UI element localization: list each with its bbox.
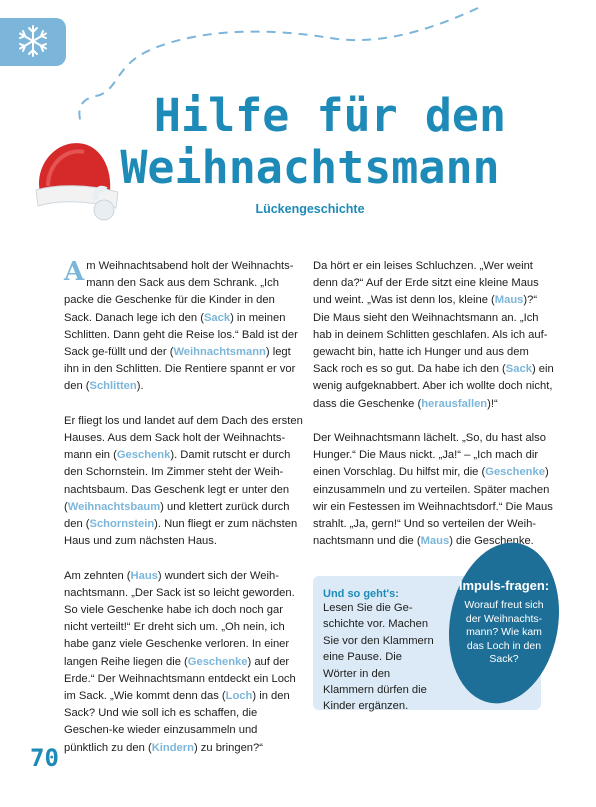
story-text: ) zu bringen?“ [193,741,263,754]
page-title-line2: Weihnachtsmann [120,141,500,194]
header-tab [0,18,66,66]
gap-word: Maus [420,535,450,548]
story-text: Da hört er ein leises Schluchzen. „Wer weint denn da?“ Auf der Erde sitzt eine kleine Maus und weint. „Was ist denn los, kleine ( [313,260,539,307]
story-text: ) einzusammeln und zu verteilen. Später machen wir ein Festessen im Weihnachtsdorf.“ Die Maus strahlt. „Ja, gern!“ Und so verteilen der Weih-nachtsmann und die ( [313,466,553,548]
story-text: ). Nun fliegt er zum nächsten Haus und zum nächsten Haus. [64,518,298,548]
story-text: ). [136,380,144,393]
story-text: ) die Geschenke. [449,535,534,548]
story-text: ) und klettert zurück durch den ( [64,500,290,531]
story-text: Der Weihnachtsmann lächelt. „So, du hast also Hunger.“ Die Maus nickt. „Ja!“ – „Ich mach dir einen Vorschlag. Du hilfst mir, die ( [313,432,546,479]
gap-word: Weihnachtsmann [173,346,266,359]
story-column-left [64,258,304,774]
gap-word: Geschenk [116,449,171,462]
story-column-right [313,258,556,568]
dropcap-letter: A [64,257,85,287]
story-text: ) wundert sich der Weih-nachtsmann. „Der Sack ist so leicht geworden. So viele Geschenke habe ich doch noch gar nicht verteilt!“ Er dreht sich um. „Oh nein, ich habe ganz viele Geschenke verloren. In einer langen Reihe liegen die ( [64,569,295,668]
gap-word: Sack [203,311,231,324]
impulse-title: Impuls-fragen: [458,578,550,594]
story-text: ) auf der Erde.“ Der Weihnachtsmann entdeckt ein Loch im Sack. „Wie kommt denn das ( [64,655,296,703]
story-text: ). Damit rutscht er durch den Schornstein. Im Zimmer steht der Weih-nachtsbaum. Das Geschenk legt er unter den ( [64,449,291,513]
story-text: m Weihnachtsabend holt der Weihnachts-mann den Sack aus dem Schrank. „Ich packe die Geschenke für die Kinder in den Sack. Danach lege ich den ( [64,260,294,324]
story-text: ) legt ihn in den Schlitten. Die Rentiere spannt er vor den ( [64,346,296,393]
gap-word: Schlitten [89,380,137,393]
story-paragraph [64,568,304,757]
page-number: 70 [30,744,59,772]
gap-word: Maus [494,294,524,307]
story-text: ) in den Sack? Und wie soll ich es schaffen, die Geschen-ke wieder einzusammeln und pünktlich zu den ( [64,690,290,754]
gap-word: Haus [130,569,158,582]
story-paragraph [64,258,304,396]
howto-text: Lesen Sie die Ge-schichte vor. Machen Sie vor den Klammern eine Pause. Die Wörter in den Klammern dürfen die Kinder ergänzen. [323,602,434,713]
gap-word: herausfallen [421,397,488,410]
impulse-text: Worauf freut sich der Weihnachts-mann? Wie kam das Loch in den Sack? [464,599,544,666]
gap-word: Kindern [151,741,194,754]
story-text: ) ein wenig aufgeknabbert. Aber ich wollte doch nicht, dass die Geschenke ( [313,363,554,410]
story-paragraph [313,258,556,413]
gap-word: Geschenke [187,655,248,668]
story-paragraph [64,413,304,551]
page-title-line1: Hilfe für den [153,89,507,142]
snowflake-icon [16,24,50,58]
story-paragraph [313,430,556,550]
gap-word: Loch [225,690,253,703]
gap-word: Sack [505,363,532,376]
page-subtitle: Lückengeschichte [255,202,365,216]
story-text: )?“ Die Maus sieht den Weihnachtsmann an. „Ich hab in deinem Schlitten geschlafen. Als ich auf-gewacht bin, hatte ich Hunger und aus dem Sack roch es so gut. Da habe ich den ( [313,294,548,376]
howto-title: Und so geht's: [323,588,399,600]
gap-word: Geschenke [485,466,545,479]
gap-word: Schornstein [89,518,155,531]
story-text: ) in meinen Schlitten. Dann geht die Reise los.“ Bald ist der Sack ge-füllt und der ( [64,311,298,359]
story-text: Er fliegt los und landet auf dem Dach des ersten Hauses. Aus dem Sack holt der Weihnachts-mann ein ( [64,414,303,462]
gap-word: Weihnachtsbaum [67,500,161,513]
story-text: Am zehnten ( [64,569,131,582]
story-text: )!“ [487,397,498,410]
